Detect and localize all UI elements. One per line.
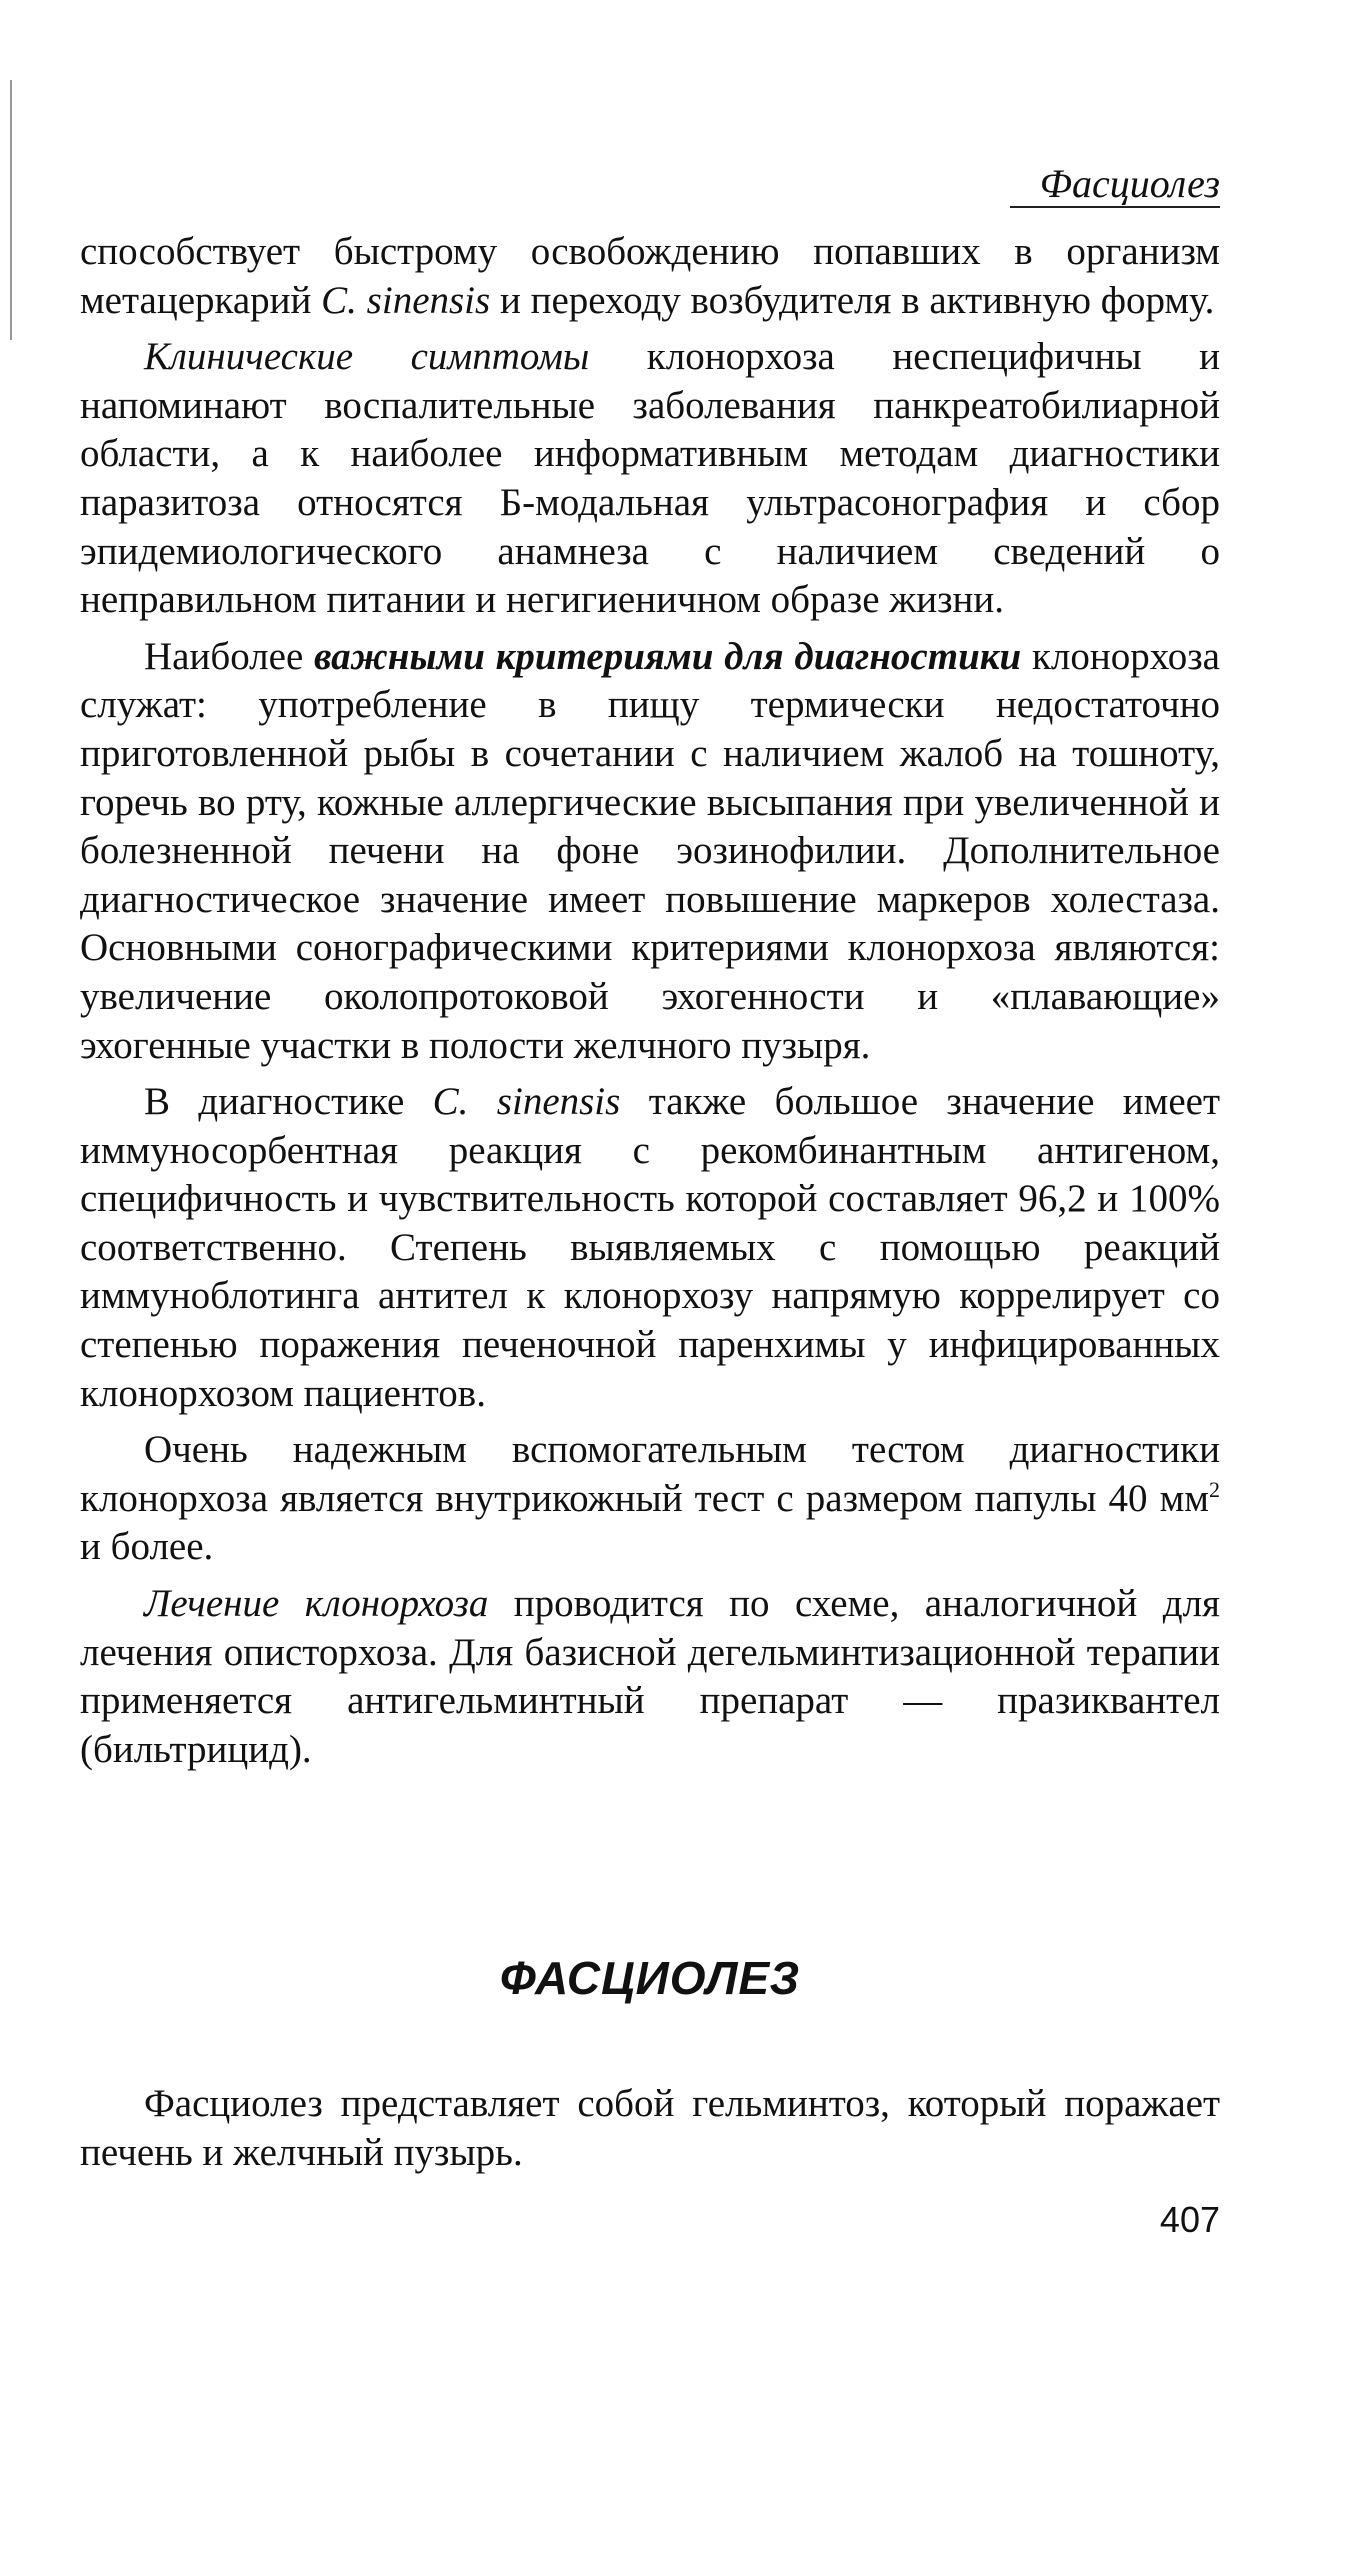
paragraph-skin-test — [80, 1426, 1220, 1572]
text-run: В диагностике — [144, 1080, 433, 1124]
text-run: Наиболее — [144, 634, 314, 678]
page-number: 407 — [1159, 2199, 1220, 2240]
scan-edge-mark — [10, 80, 16, 340]
text-run: также большое значение имеет иммуносорбентная реакция с рекомбинантным антигеном, специфичность и чувствительность которой составляет 96,2 и 100% соответственно. Степень выявляемых с помощью реакций иммуноблотинга антител к клонорхозу напрямую коррелирует со степенью поражения печеночной паренхимы у инфицированных клонорхозом пациентов. — [80, 1080, 1220, 1415]
emphasis-term: Лечение клонорхоза — [144, 1582, 489, 1626]
paragraph-intro: Фасциолез представляет собой гельминтоз, который поражает печень и желчный пузырь. — [80, 2082, 1220, 2174]
species-name: C. sinensis — [432, 1080, 621, 1124]
running-head-rule — [1010, 206, 1220, 208]
text-run: Очень надежным вспомогательным тестом диагностики клонорхоза является внутрикожный тест с размером папулы 40 мм — [80, 1428, 1220, 1520]
paragraph-continuation — [80, 228, 1220, 325]
paragraph-treatment — [80, 1580, 1220, 1774]
text-run: клонорхоза неспецифичны и напоминают воспалительные заболевания панкреатобилиарной области, а к наиболее информативным методам диагностики паразитоза относятся Б-модальная ультрасонография и сбор эпидемиологического анамнеза с наличием сведений о неправильном питании и негигиеничном образе жизни. — [80, 335, 1220, 622]
paragraph-clinical-symptoms — [80, 333, 1220, 625]
text-run: способствует быстрому освобождению попавших в организм метацеркарий — [80, 230, 1220, 322]
section-heading: ФАСЦИОЛЕЗ — [499, 1952, 801, 2004]
emphasis-term: важными критериями для диагностики — [314, 634, 1022, 678]
body-text — [80, 228, 1220, 1782]
text-run: и более. — [80, 1525, 214, 1569]
paragraph-immunodiagnostics — [80, 1078, 1220, 1418]
text-run: и переходу возбудителя в активную форму. — [490, 278, 1215, 322]
running-head: Фасциолез — [1039, 161, 1220, 206]
section-intro — [80, 2080, 1220, 2185]
species-name: C. sinensis — [321, 278, 491, 322]
emphasis-term: Клинические симптомы — [144, 335, 590, 379]
superscript: 2 — [1209, 1476, 1220, 1502]
text-run: проводится по схеме, аналогичной для лечения описторхоза. Для базисной дегельминтизационной терапии применяется антигельминтный препарат — празиквантел (бильтрицид). — [80, 1582, 1220, 1771]
text-run: клонорхоза служат: употребление в пищу термически недостаточно приготовленной рыбы в сочетании с наличием жалоб на тошноту, горечь во рту, кожные аллергические высыпания при увеличенной и болезненной печени на фоне эозинофилии. Дополнительное диагностическое значение имеет повышение маркеров холестаза. Основными сонографическими критериями клонорхоза являются: увеличение околопротоковой эхогенности и «плавающие» эхогенные участки в полости желчного пузыря. — [80, 634, 1220, 1067]
paragraph-diagnostic-criteria — [80, 633, 1220, 1070]
